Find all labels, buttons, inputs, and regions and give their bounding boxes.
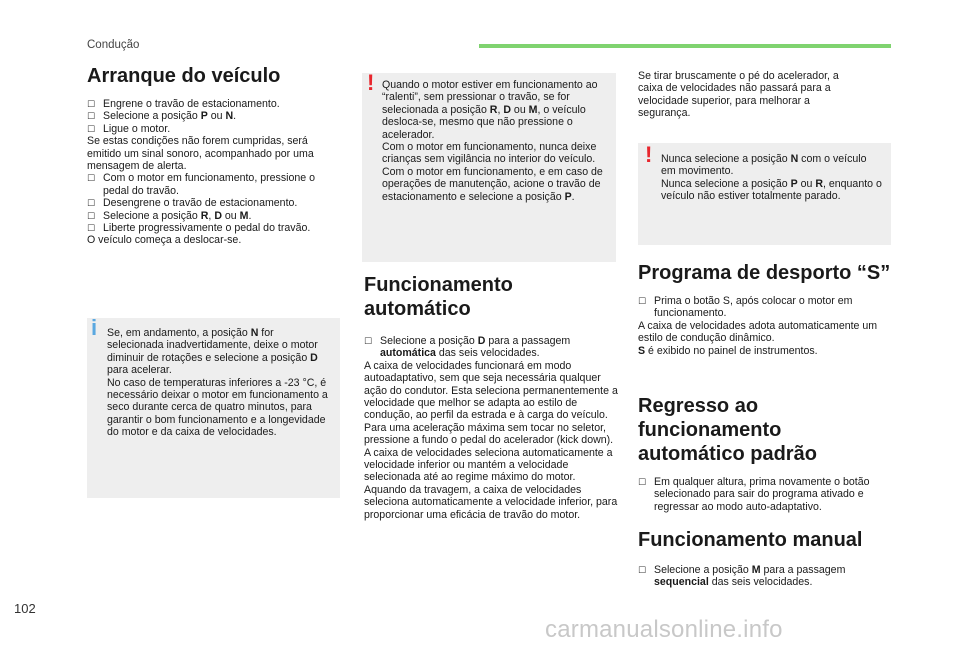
bullet-text: Em qualquer altura, prima novamente o botão selecionado para sair do programa ativado e regressar ao modo auto-adaptativo. bbox=[654, 476, 870, 513]
arranque-body bbox=[87, 98, 342, 247]
bullet-item bbox=[87, 98, 342, 110]
section-desporto bbox=[638, 261, 893, 357]
bullet-item bbox=[87, 197, 342, 209]
col3-intro bbox=[638, 70, 863, 120]
bullet-item bbox=[364, 335, 619, 360]
warning-box-2 bbox=[638, 143, 891, 245]
manual-body bbox=[638, 564, 893, 589]
checkbox-bullet-icon: ☐ bbox=[87, 223, 96, 234]
bullet-text: Com o motor em funcionamento, pressione o pedal do travão. bbox=[103, 172, 315, 197]
checkbox-bullet-icon: ☐ bbox=[87, 111, 96, 122]
regresso-title: Regresso ao funcionamento automático padrão bbox=[638, 395, 817, 465]
bullet-item bbox=[87, 123, 342, 135]
section-regresso bbox=[638, 394, 893, 513]
section-arranque bbox=[87, 64, 342, 247]
bullet-text: Prima o botão S, após colocar o motor em funcionamento. bbox=[654, 295, 853, 320]
bullet-item bbox=[638, 476, 893, 513]
bullet-text: Desengrene o travão de estacionamento. bbox=[103, 197, 298, 210]
bullet-text: Selecione a posição M para a passagem sequencial das seis velocidades. bbox=[654, 564, 846, 589]
desporto-title: Programa de desporto “S” bbox=[638, 262, 891, 284]
arranque-title: Arranque do veículo bbox=[87, 65, 281, 87]
paragraph-text: O veículo começa a deslocar-se. bbox=[87, 234, 242, 247]
checkbox-bullet-icon: ☐ bbox=[364, 336, 373, 346]
bullet-item bbox=[87, 222, 342, 234]
warning-box-2-text: Nunca selecione a posição N com o veículo em movimento. Nunca selecione a posição P ou R, enquanto o veículo não estiver totalmente parado. bbox=[661, 153, 882, 203]
checkbox-bullet-icon: ☐ bbox=[87, 123, 96, 134]
bullet-item bbox=[638, 295, 893, 320]
section-automatico bbox=[364, 273, 619, 521]
info-box-text: Se, em andamento, a posição N for selecionada inadvertidamente, deixe o motor diminuir de rotações e selecione a posição D para acelerar. No caso de temperaturas inferiores a -23 °C, é necessário deixar o motor em funcionamento a seco durante cerca de quatro minutos, para garantir o bom funcionamento e a longevidade do motor e da caixa de velocidades. bbox=[107, 327, 328, 439]
info-icon: i bbox=[91, 315, 98, 340]
regresso-body bbox=[638, 476, 893, 513]
paragraph-text: Se estas condições não forem cumpridas, será emitido um sinal sonoro, acompanhado por uma mensagem de alerta. bbox=[87, 135, 314, 173]
section-color-bar bbox=[479, 44, 891, 48]
desporto-body bbox=[638, 295, 893, 357]
bullet-text: Selecione a posição P ou N. bbox=[103, 110, 237, 123]
watermark: carmanualsonline.info bbox=[545, 616, 783, 643]
checkbox-bullet-icon: ☐ bbox=[87, 198, 96, 209]
bullet-text: Engrene o travão de estacionamento. bbox=[103, 98, 280, 110]
automatico-body bbox=[364, 335, 619, 521]
bullet-text: Selecione a posição R, D ou M. bbox=[103, 209, 252, 222]
checkbox-bullet-icon: ☐ bbox=[638, 296, 647, 306]
checkbox-bullet-icon: ☐ bbox=[87, 210, 96, 221]
warning-icon: ! bbox=[645, 142, 653, 167]
info-box bbox=[87, 315, 340, 498]
bullet-item bbox=[87, 110, 342, 122]
bullet-item bbox=[87, 172, 342, 197]
automatico-title: Funcionamento automático bbox=[364, 274, 513, 320]
section-header: Condução bbox=[87, 39, 140, 51]
checkbox-bullet-icon: ☐ bbox=[87, 173, 96, 184]
manual-title: Funcionamento manual bbox=[638, 529, 863, 551]
warning-icon: ! bbox=[367, 70, 375, 95]
paragraph-text: A caixa de velocidades funcionará em modo autoadaptativo, sem que seja necessária qualquer ação do condutor. Esta seleciona permanentemente a velocidade que melhor se adapta ao estilo de condução, ao perfil da estrada e à carga do veículo. Para uma aceleração máxima sem tocar no seletor, pressione a fundo o pedal do acelerador (kick down). A caixa de velocidades seleciona automaticamente a velocidade inferior ou mantém a velocidade selecionada até ao regime máximo do motor. Aquando da travagem, a caixa de velocidades seleciona automaticamente a velocidade inferior, para proporcionar uma eficácia de travão do motor. bbox=[364, 359, 618, 521]
warning-box-1 bbox=[362, 70, 616, 262]
page-number: 102 bbox=[14, 601, 36, 616]
paragraph-text: A caixa de velocidades adota automaticamente um estilo de condução dinâmico. S é exibido no painel de instrumentos. bbox=[638, 319, 878, 357]
col3-intro-text: Se tirar bruscamente o pé do acelerador, a caixa de velocidades não passará para a velocidade superior, para melhorar a segurança. bbox=[638, 70, 839, 120]
checkbox-bullet-icon: ☐ bbox=[87, 99, 96, 109]
bullet-item bbox=[638, 564, 893, 589]
bullet-text: Selecione a posição D para a passagem automática das seis velocidades. bbox=[380, 335, 571, 360]
bullet-text: Liberte progressivamente o pedal do travão. bbox=[103, 222, 311, 235]
section-manual bbox=[638, 528, 893, 589]
bullet-text: Ligue o motor. bbox=[103, 122, 171, 135]
checkbox-bullet-icon: ☐ bbox=[638, 477, 647, 487]
bullet-item bbox=[87, 210, 342, 222]
checkbox-bullet-icon: ☐ bbox=[638, 565, 647, 575]
warning-box-1-text: Quando o motor estiver em funcionamento ao “ralenti”, sem pressionar o travão, se for selecionada a posição R, D ou M, o veículo desloca-se, mesmo que não pressione o acelerador. Com o motor em funcionamento, nunca deixe crianças sem vigilância no interior do veículo. Com o motor em funcionamento, e em caso de operações de manutenção, acione o travão de estacionamento e selecione a posição P. bbox=[382, 79, 603, 203]
